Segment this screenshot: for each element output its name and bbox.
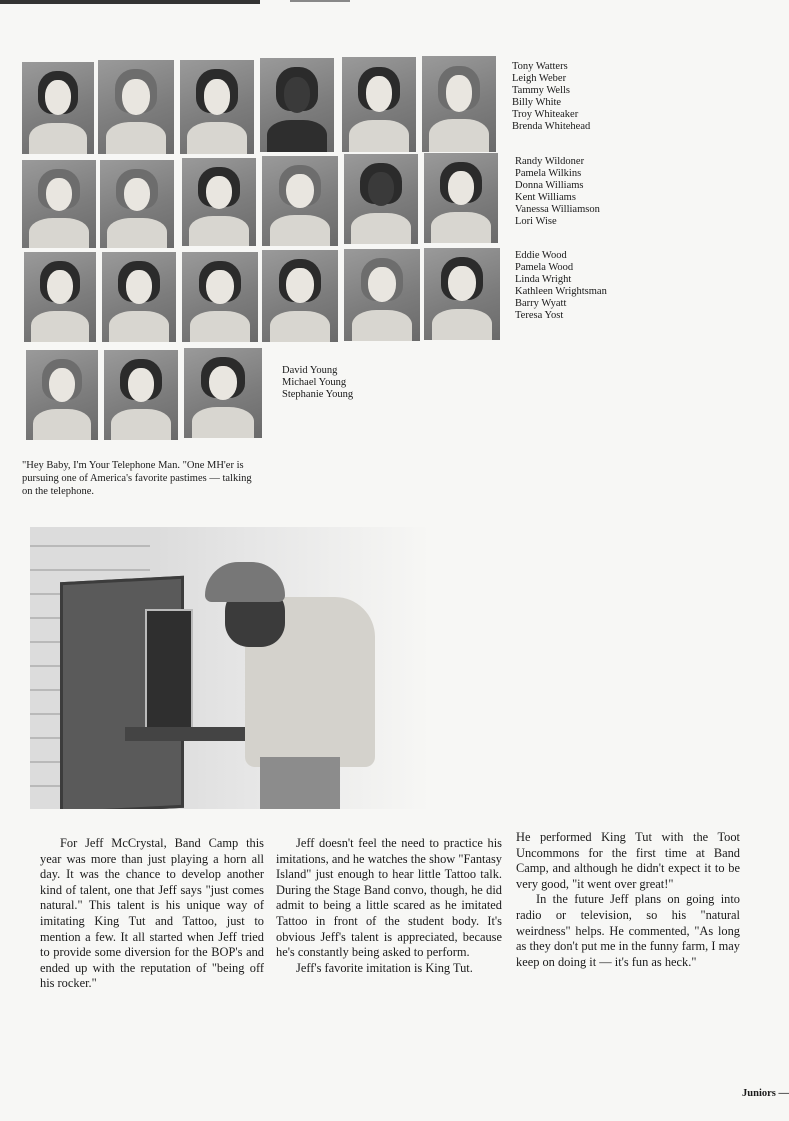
portrait-photo (342, 57, 416, 152)
student-name: Vanessa Williamson (515, 204, 600, 215)
pay-phone (145, 609, 193, 733)
portrait-photo (344, 249, 420, 341)
article-column-2 (276, 836, 502, 976)
portrait-photo (102, 252, 176, 342)
article-column-1 (40, 836, 264, 992)
name-list-row-3 (515, 250, 607, 322)
article-paragraph: In the future Jeff plans on going into radio or television, so his "natural weirdness" helps. He commented, "As long as they don't put me in the funny farm, I may keep on doing it — it's fun as heck." (516, 892, 740, 969)
student-name: David Young (282, 365, 338, 376)
student-name: Eddie Wood (515, 250, 567, 261)
portrait-photo (262, 156, 338, 246)
student-name: Stephanie Young (282, 389, 354, 400)
article-paragraph: For Jeff McCrystal, Band Camp this year was more than just playing a horn all day. It was the chance to develop another kind of talent, one that Jeff says "just comes natural." This talent is his unique way of imitating King Tut and Tattoo, just to mention a few. It all started when Jeff tried to provide some diversion for the BOP's and ended up with the reputation of "being off his rocker." (40, 836, 264, 991)
student-name: Barry Wyatt (515, 298, 567, 309)
top-edge-mark (0, 0, 260, 4)
portrait-photo (24, 252, 96, 342)
student-name: Leigh Weber (512, 73, 567, 84)
article-column-3 (516, 830, 740, 970)
student-name: Randy Wildoner (515, 156, 585, 167)
student-name: Pamela Wilkins (515, 168, 582, 179)
portrait-photo (22, 160, 96, 248)
article-paragraph: Jeff doesn't feel the need to practice his imitations, and he watches the show "Fantasy Island" just enough to hear little Tattoo talk. During the Stage Band convo, though, he did admit to being a little scared as he imitated Tattoo in front of the student body. It's obvious Jeff's talent is appreciated, because he's constantly being asked to perform. (276, 836, 502, 960)
portrait-photo (104, 350, 178, 440)
student-name: Teresa Yost (515, 310, 564, 321)
photo-caption: "Hey Baby, I'm Your Telephone Man. "One MH'er is pursuing one of America's favorite pastimes — talking on the telephone. (22, 460, 252, 497)
article-paragraph: He performed King Tut with the Toot Uncommons for the first time at Band Camp, and although he didn't expect it to be very good, "it went over great!" (516, 830, 740, 891)
student-name: Michael Young (282, 377, 347, 388)
portrait-photo (182, 252, 258, 342)
student-name: Tony Watters (512, 61, 568, 72)
portrait-photo (100, 160, 174, 248)
student-name: Kathleen Wrightsman (515, 286, 607, 297)
portrait-photo (182, 158, 256, 246)
student-name: Kent Williams (515, 192, 576, 203)
portrait-photo (184, 348, 262, 438)
portrait-photo (22, 62, 94, 154)
portrait-photo (98, 60, 174, 154)
student-name: Pamela Wood (515, 262, 574, 273)
portrait-photo (424, 153, 498, 243)
student-on-phone (205, 557, 385, 809)
portrait-photo (262, 250, 338, 342)
portrait-photo (26, 350, 98, 440)
portrait-photo (424, 248, 500, 340)
student-name: Brenda Whitehead (512, 121, 591, 132)
name-list-row-4 (282, 365, 353, 401)
student-name: Lori Wise (515, 216, 557, 227)
portrait-photo (344, 154, 418, 244)
article-paragraph: Jeff's favorite imitation is King Tut. (296, 960, 473, 975)
student-name: Troy Whiteaker (512, 109, 579, 120)
portrait-photo (260, 58, 334, 152)
portrait-photo (180, 60, 254, 154)
top-edge-mark-small (290, 0, 350, 2)
name-list-row-1 (512, 61, 590, 133)
name-list-row-2 (515, 156, 600, 228)
telephone-photo (30, 527, 430, 809)
student-name: Donna Williams (515, 180, 584, 191)
student-name: Linda Wright (515, 274, 572, 285)
section-footer: Juniors — (742, 1088, 789, 1099)
portrait-photo (422, 56, 496, 152)
student-name: Tammy Wells (512, 85, 571, 96)
student-name: Billy White (512, 97, 562, 108)
